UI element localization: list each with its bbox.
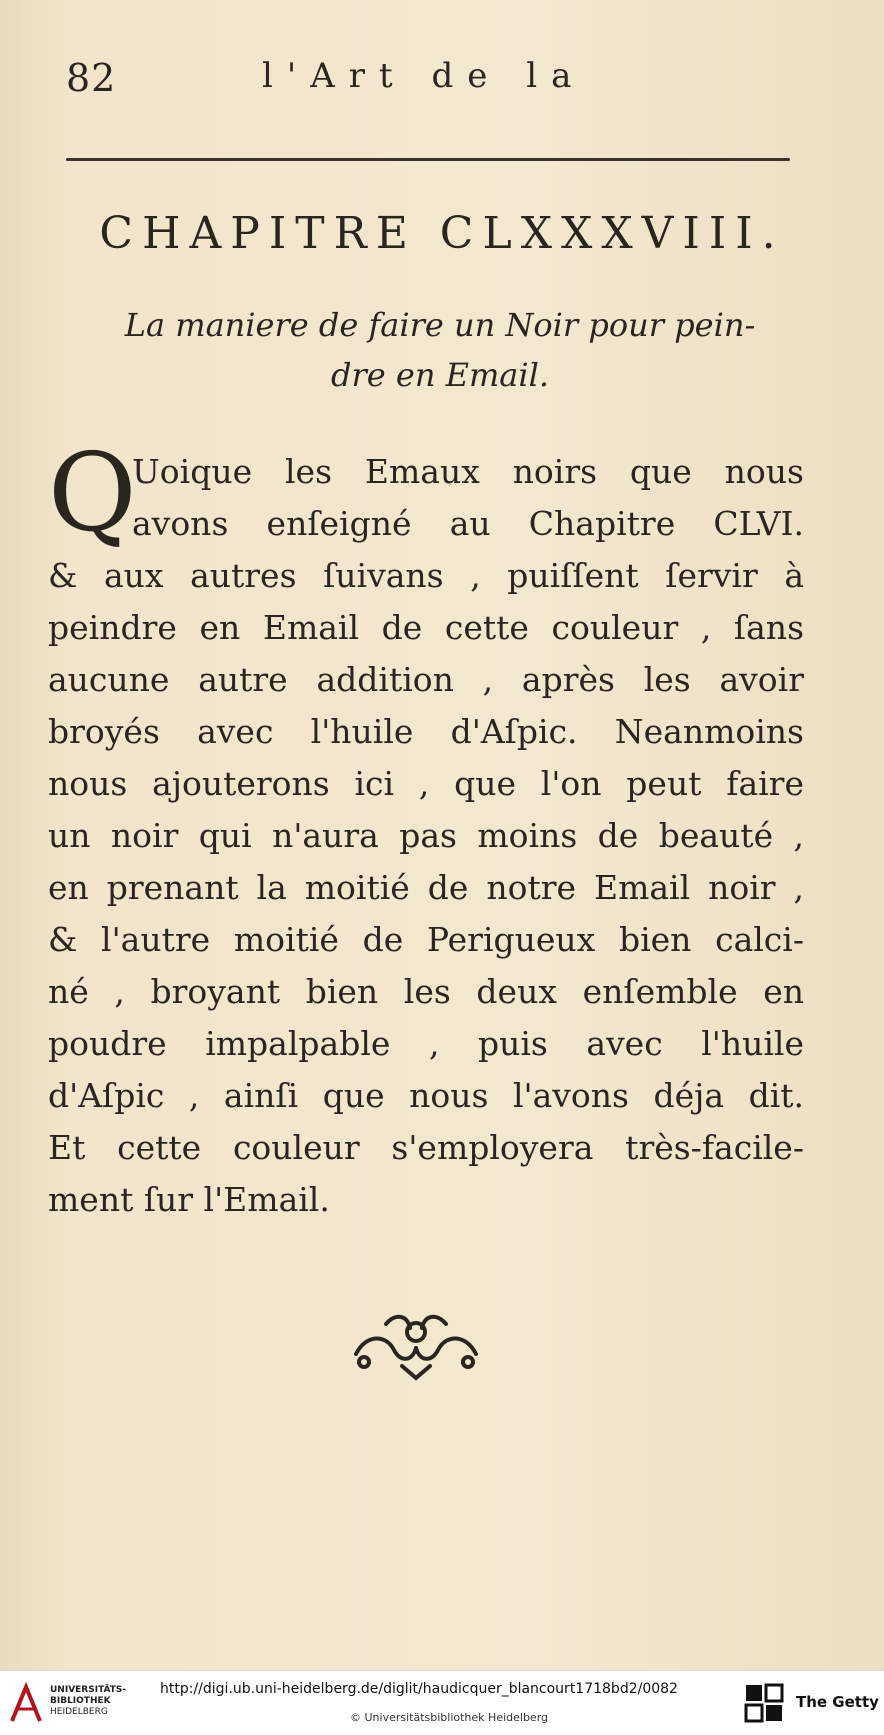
university-library-logo-icon: [8, 1681, 44, 1725]
header-rule: [66, 158, 790, 161]
text-line: avons enſeigné au Chapitre CLVI.: [132, 504, 804, 543]
text-line: aucune autre addition , après les avoir: [48, 660, 804, 699]
text-line: poudre impalpable , puis avec l'huile: [48, 1024, 804, 1063]
running-title: l'Art de la: [262, 56, 586, 96]
chapter-heading: CHAPITRE CLXXXVIII.: [99, 208, 785, 259]
text-line: peindre en Email de cette couleur , ſans: [48, 608, 804, 647]
text-line: Et cette couleur s'employera très-facile-: [48, 1128, 804, 1167]
permalink-url[interactable]: http://digi.ub.uni-heidelberg.de/diglit/haudicquer_blancourt1718bd2/0082: [160, 1681, 678, 1697]
drop-cap: Q: [48, 431, 137, 556]
text-line: broyés avec l'huile d'Aſpic. Neanmoins: [48, 712, 804, 751]
text-line: un noir qui n'aura pas moins de beauté ,: [48, 816, 804, 855]
subtitle-line: La maniere de faire un Noir pour pein-: [124, 306, 756, 344]
text-line: & l'autre moitié de Perigueux bien calci-: [48, 920, 804, 959]
fleuron-ornament-icon: [346, 1304, 486, 1384]
page-number: 82: [66, 56, 117, 100]
subtitle-line: dre en Email.: [330, 356, 550, 394]
text-line: nous ajouterons ici , que l'on peut faire: [48, 764, 804, 803]
text-line: en prenant la moitié de notre Email noir ,: [48, 868, 804, 907]
running-head: [62, 52, 822, 112]
text-line: d'Aſpic , ainſi que nous l'avons déja dit.: [48, 1076, 804, 1115]
text-line: né , broyant bien les deux enſemble en: [48, 972, 804, 1011]
footer-bar: [0, 1670, 884, 1735]
library-name: UNIVERSITÄTS- BIBLIOTHEK HEIDELBERG: [50, 1685, 127, 1717]
getty-logo-icon: [744, 1683, 784, 1723]
partner-name: The Getty: [796, 1693, 879, 1711]
text-line: & aux autres ſuivans , puiſſent ſervir à: [48, 556, 804, 595]
chapter-subtitle: [40, 300, 840, 400]
text-line: Uoique les Emaux noirs que nous: [132, 452, 804, 491]
text-line: ment ſur l'Email.: [48, 1180, 330, 1219]
copyright-notice: © Universitätsbibliothek Heidelberg: [350, 1711, 549, 1724]
